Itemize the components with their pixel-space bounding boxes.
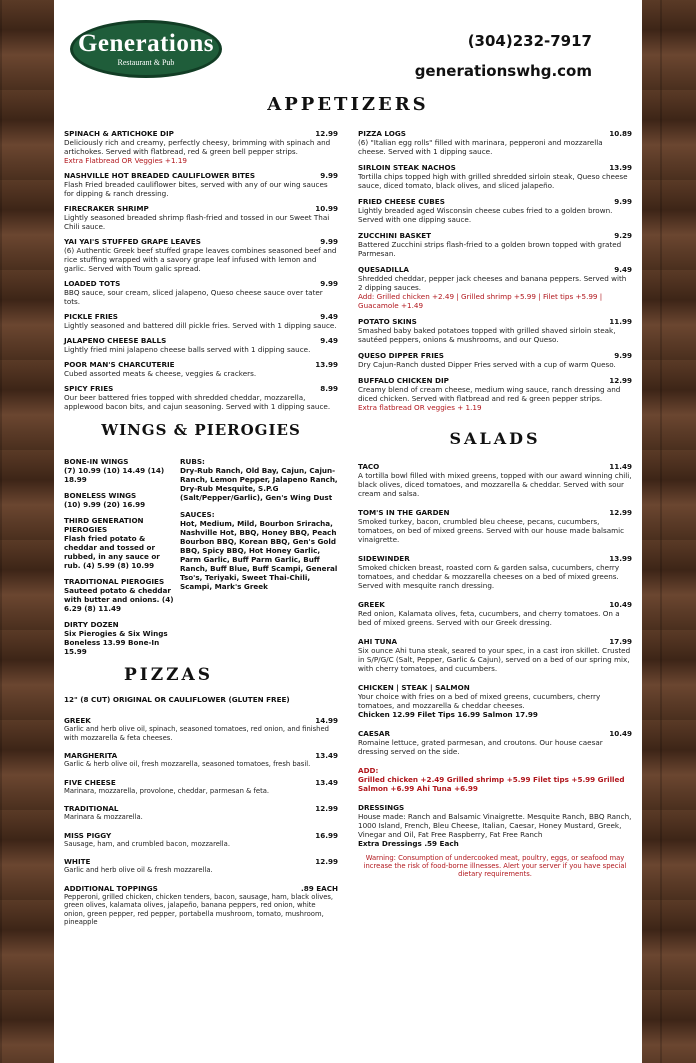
menu-item-header [64,171,338,180]
sauces-label: SAUCES: [180,510,215,519]
menu-item-description: Tortilla chips topped high with grilled shredded sirloin steak, Queso cheese sauce, diced tomato, black olives, and sliced jalapeño. [358,172,628,190]
menu-item-header [64,831,338,840]
menu-item-description: Garlic and herb olive oil & fresh mozzarella. [64,866,213,874]
appetizers-title: APPETIZERS [267,94,429,115]
menu-item-price: 12.99 [609,376,632,385]
wing-item-name: THIRD GENERATION PIEROGIES [64,516,144,534]
wing-item-detail: Flash fried potato & cheddar and tossed or rubbed, in any sauce or rub. (4) 5.99 (8) 10.99 [64,534,160,570]
appetizers-right-column [358,129,632,419]
menu-item-description: Romaine lettuce, grated parmesan, and croutons. Our house caesar dressing served on the side. [358,738,603,756]
menu-item-header [358,376,632,385]
menu-header [64,0,632,90]
menu-item-name: PIZZA LOGS [358,129,406,138]
dressings-label: DRESSINGS [358,803,405,812]
sauces-list: Hot, Medium, Mild, Bourbon Sriracha, Nashville Hot, BBQ, Honey BBQ, Peach Bourbon BBQ, Korean BBQ, Gen's Gold BBQ, Spicy BBQ, Hot Honey Garlic, Parm Garlic, Buff Parm Garlic, Buff Ranch, Buff Blue, Buff Scampi, General Tso's, Teriyaki, Sweet Thai-Chili, Scampi, Mark's Greek [180,519,338,591]
menu-item-header [64,751,338,760]
menu-item [358,683,632,719]
menu-item-description: A tortilla bowl filled with mixed greens, topped with our award winning chili, black olives, diced tomatoes, and mozzarella & cheddar. Served with sour cream and salsa. [358,471,632,498]
extra-dressings: Extra Dressings .59 Each [358,839,459,848]
menu-item-description: Sausage, ham, and crumbled bacon, mozzarella. [64,839,231,848]
salad-add-label: ADD: [358,766,379,775]
menu-item-name: SPINACH & ARTICHOKE DIP [64,129,174,138]
menu-item-description: Smoked turkey, bacon, crumbled bleu cheese, pecans, cucumbers, tomatoes, on bed of mixed greens. Served with our house made balsamic vinaigrette. [358,517,625,544]
menu-item [64,129,338,165]
menu-item-header [64,804,338,813]
menu-item-description: BBQ sauce, sour cream, sliced jalapeno, Queso cheese sauce over tater tots. [64,288,323,306]
menu-item-price: 13.99 [609,163,632,172]
menu-item-name: NASHVILLE HOT BREADED CAULIFLOWER BITES [64,171,256,180]
wing-item-name: DIRTY DOZEN [64,620,119,629]
menu-item-price: 13.99 [315,360,338,369]
menu-item-price: 16.99 [315,830,338,840]
menu-item [358,462,632,498]
menu-item-header [64,129,338,138]
menu-item-price: 10.49 [609,600,632,609]
menu-item-name: AHI TUNA [358,637,398,646]
menu-item-header [64,204,338,213]
menu-item-price: 9.49 [320,312,338,321]
menu-item-name: TOM'S IN THE GARDEN [358,508,450,517]
menu-item-description: Creamy blend of cream cheese, medium wing sauce, ranch dressing and diced chicken. Served with flatbread and red & green pepper strips. [358,385,621,403]
menu-item-description: Deliciously rich and creamy, perfectly cheesy, brimming with spinach and artichokes. Served with flatbread, red & green bell pepper strips. [64,138,331,156]
menu-item [358,637,632,673]
rubs-list: Dry-Rub Ranch, Old Bay, Cajun, Cajun-Ranch, Lemon Pepper, Jalapeno Ranch, Dry-Rub Mesquite, S.P.G (Salt/Pepper/Garlic), Gen's Wing Dust [180,466,338,502]
menu-item-description: Battered Zucchini strips flash-fried to a golden brown topped with grated Parmesan. [358,240,622,258]
salads-title: SALADS [449,429,541,448]
menu-item-header [358,197,632,206]
menu-item [358,729,632,756]
wing-item [64,491,176,509]
menu-item-description: Six ounce Ahi tuna steak, seared to your spec, in a cast iron skillet. Crusted in S/P/G/C (Salt, Pepper, Garlic & Cajun), served on a bed of our spring mix, with cherry tomatoes, and cucumbers. [358,646,631,673]
menu-item [64,312,338,330]
menu-item-price: 9.49 [320,336,338,345]
menu-item [358,197,632,224]
wing-item [64,577,176,613]
menu-item-name: ADDITIONAL TOPPINGS [64,883,158,893]
menu-item [358,317,632,344]
pizzas-list [64,716,338,927]
menu-item-price: 9.99 [320,237,338,246]
wing-item-name: TRADITIONAL PIEROGIES [64,577,165,586]
menu-item-extra: Add: Grilled chicken +2.49 | Grilled shrimp +5.99 | Filet tips +5.99 | Guacamole +1.49 [358,292,603,310]
menu-item [358,508,632,544]
menu-item-name: BUFFALO CHICKEN DIP [358,376,449,385]
menu-item-description: (6) Authentic Greek beef stuffed grape leaves combines seasoned beef and rice stuffing wrapped with a savory grape leaf infused with lemon and garlic. Served with Toum galic spread. [64,246,337,273]
menu-item-name: ZUCCHINI BASKET [358,231,432,240]
menu-item [64,857,338,875]
menu-item-description: Flash Fried breaded cauliflower bites, served with any of our wing sauces for dipping & ranch dressing. [64,180,328,198]
menu-item [64,716,338,742]
menu-item-description: Smashed baby baked potatoes topped with grilled shaved sirloin steak, sautéed peppers, onions & mushrooms, and our Queso. [358,326,616,344]
menu-item-price: 13.49 [315,777,338,787]
menu-item-name: FIRECRAKER SHRIMP [64,204,149,213]
menu-item-name: POOR MAN'S CHARCUTERIE [64,360,175,369]
menu-item-name: TACO [358,462,380,471]
menu-item-name: LOADED TOTS [64,279,121,288]
menu-item [64,831,338,849]
menu-item-name: POTATO SKINS [358,317,417,326]
menu-item [64,279,338,306]
menu-item-description: Cubed assorted meats & cheese, veggies & crackers. [64,369,257,378]
menu-item-description: Your choice with fries on a bed of mixed greens, cucumbers, cherry tomatoes, and mozzarella & cheddar cheeses. [358,692,601,710]
menu-item-extra: Extra flatbread OR veggies + 1.19 [358,403,482,412]
menu-item-header [358,683,632,692]
menu-item-header [358,231,632,240]
menu-item-price: 12.99 [609,508,632,517]
menu-item-price: 8.99 [320,384,338,393]
menu-item-header [358,351,632,360]
lower-left-column [64,421,338,936]
menu-item-header [358,462,632,471]
menu-item-header [64,857,338,866]
menu-item-description: Garlic & herb olive oil, fresh mozzarella, seasoned tomatoes, fresh basil. [64,760,311,768]
menu-item-price: 9.99 [320,279,338,288]
menu-item-price: 9.99 [320,171,338,180]
wings-items [64,457,180,663]
menu-item [64,884,338,927]
restaurant-logo [70,20,222,78]
menu-item-header [64,884,338,893]
food-warning: Warning: Consumption of undercooked meat, poultry, eggs, or seafood may increase the risk of food-borne illnesses. Alert your server if you have special dietary requirements. [363,854,627,878]
menu-item-description: Marinara, mozzarella, provolone, cheddar, parmesan & feta. [64,786,270,795]
menu-item-price: .89 EACH [301,883,338,893]
menu-item-header [358,600,632,609]
menu-item-header [358,508,632,517]
menu-item-name: MARGHERITA [64,751,118,760]
menu-item-price: 11.49 [609,462,632,471]
menu-item-description: Garlic and herb olive oil, spinach, seasoned tomatoes, red onion, and finished with mozzarella & feta cheeses. [64,725,329,742]
menu-item-header [64,237,338,246]
menu-item-price: 12.99 [315,129,338,138]
menu-item-description: Smoked chicken breast, roasted corn & garden salsa, cucumbers, cherry tomatoes, and cheddar & mozzarella cheeses on a bed of mixed greens. Served with mesquite ranch dressing. [358,563,620,590]
menu-item [358,376,632,412]
menu-item-header [358,129,632,138]
menu-item-description: Shredded cheddar, pepper jack cheeses and banana peppers. Served with 2 dipping sauces. [358,274,627,292]
menu-item-description: Our beer battered fries topped with shredded cheddar, mozzarella, applewood bacon bits, and cajun seasoning. Served with 1 dipping sauce. [64,393,331,411]
menu-item-price: 12.99 [315,857,338,866]
menu-item-price: 11.99 [609,317,632,326]
menu-item-description: Lightly seasoned breaded shrimp flash-fried and tossed in our Sweet Thai Chili sauce. [64,213,330,231]
lower-right-column [358,421,632,936]
pizzas-subtitle: 12" (8 CUT) ORIGINAL OR CAULIFLOWER (GLUTEN FREE) [64,695,290,704]
menu-item-name: SIRLOIN STEAK NACHOS [358,163,456,172]
menu-item-header [358,163,632,172]
menu-item-name: PICKLE FRIES [64,312,118,321]
wing-item [64,516,176,570]
menu-item-header [64,778,338,787]
menu-item-name: FIVE CHEESE [64,777,116,787]
menu-item-price: 10.99 [315,204,338,213]
menu-item [358,351,632,369]
menu-item-price: 9.99 [614,197,632,206]
menu-item-header [64,716,338,725]
menu-item-name: CHICKEN | STEAK | SALMON [358,683,470,692]
menu-item [64,751,338,769]
wing-item-detail: (10) 9.99 (20) 16.99 [64,500,146,509]
menu-item-header [358,554,632,563]
menu-page [54,0,642,1063]
menu-item [64,360,338,378]
menu-item-header [64,360,338,369]
menu-item-price: 9.49 [614,265,632,274]
wings-section [64,457,338,663]
menu-item-name: QUESADILLA [358,265,409,274]
menu-item-name: TRADITIONAL [64,804,119,813]
menu-item-header [358,729,632,738]
menu-item-description: Lightly seasoned and battered dill pickle fries. Served with 1 dipping sauce. [64,321,337,330]
menu-item-price: 10.89 [609,129,632,138]
menu-item-header [64,312,338,321]
menu-item [64,384,338,411]
menu-item-header [358,265,632,274]
menu-item-header [64,336,338,345]
menu-item-price: 10.49 [609,729,632,738]
menu-item [64,336,338,354]
appetizers-left-column [64,129,338,419]
menu-item-header [358,637,632,646]
wing-item [64,457,176,484]
menu-item-description: Red onion, Kalamata olives, feta, cucumbers, and cherry tomatoes. On a bed of mixed greens. Served with our Greek dressing. [358,609,620,627]
menu-item [358,265,632,310]
wing-item-detail: Sauteed potato & cheddar with butter and onions. (4) 6.29 (8) 11.49 [64,586,174,613]
menu-item-name: WHITE [64,857,91,866]
menu-item [358,129,632,156]
pizzas-title: PIZZAS [124,665,214,685]
menu-item [358,163,632,190]
phone-number: (304)232-7917 [467,32,592,50]
menu-item-name: FRIED CHEESE CUBES [358,197,445,206]
menu-item-name: SPICY FRIES [64,384,114,393]
menu-item [358,600,632,627]
menu-item-header [64,279,338,288]
menu-item-description: Pepperoni, grilled chicken, chicken tenders, bacon, sausage, ham, black olives, green olives, kalamata olives, jalapeño, banana peppers, red onion, white onion, green pepper, red pepper, portabella mushroom, tomato, mushroom, pineapple [64,892,334,926]
menu-item [358,231,632,258]
contact-info [415,32,592,80]
wing-item [64,620,176,656]
wings-rubs-sauces [180,457,338,663]
menu-item-price: 9.99 [614,351,632,360]
menu-item-name: MISS PIGGY [64,830,112,840]
menu-item-price: 9.29 [614,231,632,240]
menu-item-description: Dry Cajun-Ranch dusted Dipper Fries served with a cup of warm Queso. [358,360,616,369]
wing-item-name: BONELESS WINGS [64,491,137,500]
menu-item [64,171,338,198]
menu-item-name: YAI YAI'S STUFFED GRAPE LEAVES [64,237,201,246]
menu-item-price: 17.99 [609,637,632,646]
menu-item-name: JALAPENO CHEESE BALLS [64,336,167,345]
salad-add-text: Grilled chicken +2.49 Grilled shrimp +5.99 Filet tips +5.99 Grilled Salmon +6.99 Ahi Tuna +6.99 [358,775,625,793]
dressings-text: House made: Ranch and Balsamic Vinaigrette. Mesquite Ranch, BBQ Ranch, 1000 Island, French, Bleu Cheese, Italian, Caesar, Honey Mustard, Greek, Vinegar and Oil, Fat Free Raspberry, Fat Free Ranch [358,812,632,839]
wing-item-name: BONE-IN WINGS [64,457,129,466]
logo-subtitle: Restaurant & Pub [117,58,175,67]
salads-list [358,462,632,756]
menu-item-header [64,384,338,393]
menu-item-name: GREEK [358,600,385,609]
menu-item-header [358,317,632,326]
menu-item-name: QUESO DIPPER FRIES [358,351,444,360]
menu-item-price: 12.99 [315,804,338,813]
menu-item-description: Lightly fried mini jalapeno cheese balls served with 1 dipping sauce. [64,345,311,354]
menu-item-prices: Chicken 12.99 Filet Tips 16.99 Salmon 17.99 [358,710,538,719]
rubs-label: RUBS: [180,457,205,466]
wings-title: WINGS & PIEROGIES [101,421,301,439]
menu-item-description: Marinara & mozzarella. [64,813,143,821]
menu-item-name: CAESAR [358,729,391,738]
website-url: generationswhg.com [414,62,592,80]
menu-item-price: 13.49 [315,751,338,760]
menu-item [358,554,632,590]
menu-item [64,778,338,796]
menu-item-extra: Extra Flatbread OR Veggies +1.19 [64,156,187,165]
menu-item-description: Lightly breaded aged Wisconsin cheese cubes fried to a golden brown. Served with one dipping sauce. [358,206,613,224]
appetizers-section [64,129,632,419]
menu-item-description: (6) "Italian egg rolls" filled with marinara, pepperoni and mozzarella cheese. Served with 1 dipping sauce. [358,138,603,156]
menu-item [64,204,338,231]
menu-item-price: 13.99 [609,554,632,563]
menu-item-price: 14.99 [315,716,338,725]
lower-section [64,421,632,936]
menu-item-name: SIDEWINDER [358,554,410,563]
menu-item [64,804,338,822]
menu-item-name: GREEK [64,716,91,725]
wing-item-detail: Six Pierogies & Six Wings Boneless 13.99 Bone-In 15.99 [64,629,168,656]
wing-item-detail: (7) 10.99 (10) 14.49 (14) 18.99 [64,466,165,484]
logo-title: Generations [77,30,215,57]
menu-item [64,237,338,273]
